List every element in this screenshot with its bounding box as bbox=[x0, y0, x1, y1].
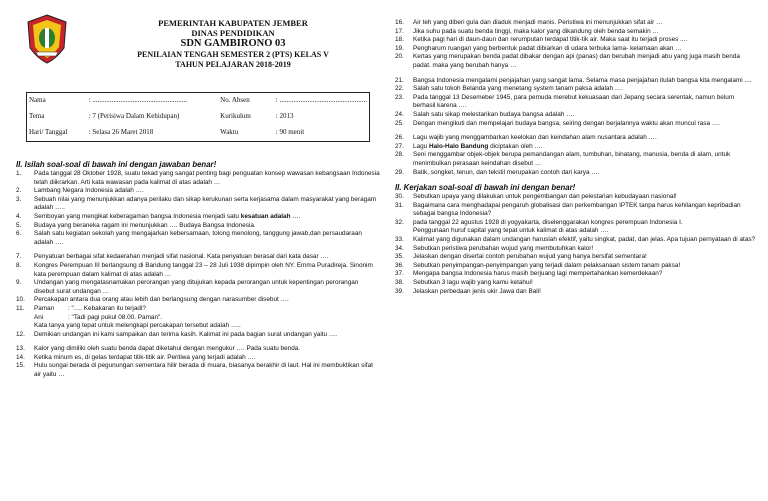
question-17: 17. Jika suhu pada suatu benda tinggi, maka kalor yang dikandung oleh benda semakin … bbox=[395, 27, 659, 35]
dialog-line: Paman : "…. Kebakaran itu terjadi? bbox=[34, 304, 146, 312]
info-row bbox=[27, 109, 370, 125]
question-31: 31. Bagaimana cara menghadapai pengaruh globalisasi dan perkembangan IPTEK tanpa harus kehilangan kepribadian sebagai bangsa Indonesia? bbox=[395, 201, 741, 218]
question-32: 32. pada tanggal 22 agustus 1928 di yogyakarta, diselenggarakan kongres perempuan Indonesia I. Penggunaan huruf capital yang tepat untuk kalimat di atas adalah …. bbox=[395, 218, 683, 235]
question-3: 3. Sebuah nilai yang menunjukkan adanya perilaku dan sikap kerukunan serta kerjasama dalam masyarakat yang beragam adalah ….. bbox=[16, 195, 377, 212]
question-22: 22. Salah satu tokoh Belanda yang menetang system tanam paksa adalah …. bbox=[395, 85, 623, 93]
letterhead-text bbox=[86, 18, 380, 70]
question-15: 15. Hulu sungai berada di pegunungan sementara hilir berada di muara, biasanya berakhir di laut. Hal ini membuktikan sifat air yaitu … bbox=[16, 362, 373, 379]
question-16: 16. Air teh yang diberi gula dan diaduk menjadi manis. Peristiwa ini menunjukkan sifat air … bbox=[395, 19, 663, 26]
question-27: 27. Lagu Halo-Halo Bandung diciptakan oleh …. bbox=[395, 142, 543, 150]
question-30: 30. Sebutkan upaya yang dilakukan untuk pengembangan dan pelestarian kebudayaan nasional! bbox=[395, 193, 677, 201]
school-name: SDN GAMBIRONO 03 bbox=[180, 38, 286, 49]
name-field[interactable]: : ...................................................... bbox=[88, 96, 187, 104]
government-name: PEMERINTAH KABUPATEN JEMBER bbox=[158, 18, 308, 28]
tema-label: Tema bbox=[29, 112, 45, 120]
question-13: 13. Kalor yang dimiliki oleh suatu benda dapat diketahui dengan mengukur …. Pada suatu benda. bbox=[16, 345, 301, 353]
hari-label: Hari/ Tanggal bbox=[29, 128, 68, 136]
waktu-value: : 90 menit bbox=[275, 128, 305, 136]
question-2: 2. Lambang Negara Indonesia adalah …. bbox=[16, 187, 144, 195]
absen-label: No. Absen bbox=[220, 96, 250, 104]
question-36: 36. Sebutkan penyimpangan-penyimpangan yang terjadi dalam pelaksanaan sistem tanam paksa! bbox=[395, 261, 681, 269]
question-33: 33. Kalimat yang digunakan dalam undangan haruslah efektif, yaitu singkat, padat, dan jelas. Apa tujuan pernyataan di atas? bbox=[395, 236, 756, 244]
question-38: 38. Sebutkan 3 lagu wajib yang kamu ketahui! bbox=[395, 279, 533, 287]
right-column bbox=[395, 19, 757, 296]
question-21: 21. Bangsa Indonesia mengalami penjajahan yang sangat lama. Selama masa penjajahan itulah bangsa kita mengalami .... bbox=[395, 76, 752, 84]
student-info-table bbox=[26, 92, 370, 142]
exam-title: PENILAIAN TENGAH SEMESTER 2 (PTS) KELAS V bbox=[137, 50, 329, 59]
question-24: 24. Salah satu sikap melestarikan budaya bangsa adalah …. bbox=[395, 110, 575, 118]
question-35: 35. Jelaskan dengan disertai contoh perubahan wujud yang hanya bersifat sementara! bbox=[395, 253, 647, 261]
question-14: 14. Ketika minum es, di gelas terdapat titik-titik air. Peritiwa yang terjadi adalah …. bbox=[16, 353, 256, 361]
letterhead bbox=[16, 4, 380, 87]
question-4: 4. Semboyan yang mengikat keberagaman bangsa Indonesia menjadi satu kesatuan adalah …. bbox=[16, 212, 301, 220]
question-1: 1. Pada tanggal 28 Oktober 1928, suatu tekad yang sangat penting bagi penguatan konsep wawasan kebangsaan Indonesia telah diikrarkan. Arti kata wawasan pada kalimat di atas adalah … bbox=[16, 170, 380, 186]
question-5: 5. Budaya yang beraneka ragam ini menunjukkan …. Budaya Bangsa Indonesia. bbox=[16, 221, 256, 229]
waktu-label: Waktu bbox=[220, 128, 239, 136]
question-18: 18. Ketika pagi hari di daun-daun dan rerumputan terdapat titik-tik air. Maka saat itu terjadi proses .... bbox=[395, 36, 688, 44]
question-12: 12. Demikian undangan ini kami sampaikan dan terima kasih. Kalimat ini pada bagian surat undangan yaitu …. bbox=[16, 330, 338, 338]
question-11: 11. Paman : "…. Kebakaran itu terjadi? Ani : "Tadi pagi pukul 08.00. Paman". Kata tanya yang tepat untuk melengkapi percakapan tersebut adalah ….. bbox=[16, 305, 380, 331]
question-8: 8. Kongres Perempuan III berlangsung di Bandung tanggal 23 – 28 Juli 1938 dipimpin oleh NY. Emma Puradireja. Sinonim kata perempuan dalam kalimat di atas adalah … bbox=[16, 261, 373, 278]
question-25: 25. Dengan mengikuti dan mempelajari budaya bangsa, seiring dengan berjalannya waktu akan muncul rasa …. bbox=[395, 119, 720, 127]
tema-value: : 7 (Perisiwa Dalam Kehidupan) bbox=[88, 112, 180, 120]
department-name: DINAS PENDIDIKAN bbox=[191, 28, 275, 38]
academic-year: TAHUN PELAJARAN 2018-2019 bbox=[175, 60, 291, 69]
question-26: 26. Lagu wajib yang menggambarkan keelokan dan keindahan alam nusantara adalah …. bbox=[395, 134, 657, 142]
absen-field[interactable]: : .................................................. bbox=[275, 96, 367, 104]
question-39: 39. Jelaskan perbedaan jenis ukir Jawa dan Bali! bbox=[395, 287, 541, 295]
question-7: 7. Penyatuan berbagai sifat kedaerahan menjadi sifat nasional. Kata penyatuan berasal dari kata dasar …. bbox=[16, 253, 329, 261]
dialog-line: Ani : "Tadi pagi pukul 08.00. Paman". bbox=[34, 313, 163, 321]
question-19: 19. Pengharum ruangan yang berbentuk padat dibiarkan di udara terbuka lama- kelamaan akan … bbox=[395, 44, 682, 52]
question-34: 34. Sebutkan peristiwa perubahan wujud yang membutuhkan kalor! bbox=[395, 244, 594, 252]
question-20: 20. Kertas yang merupakan benda padat dibakar dengan api (panas) dan berubah menjadi abu yang juga masih benda padat. maka yang berubah hanya … bbox=[395, 53, 740, 69]
left-column bbox=[16, 4, 380, 379]
kurikulum-value: : 2013 bbox=[275, 112, 294, 120]
section-1-title: II. Isilah soal-soal di bawah ini dengan jawaban benar! bbox=[16, 160, 217, 169]
hari-value: : Selasa 26 Maret 2018 bbox=[88, 128, 154, 136]
info-row bbox=[27, 125, 370, 142]
question-37: 37. Mengapa bangsa Indonesia harus masih berjuang lagi mempertahankan kemerdekaan? bbox=[395, 270, 663, 278]
question-23: 23. Pada tanggal 13 Desemeber 1945, para pemuda merebut kekuasaan dari Jepang secara serentak, namun belum berhasil karena …. bbox=[395, 93, 735, 110]
section-2-title: II. Kerjakan soal-soal di bawah ini dengan benar! bbox=[395, 183, 576, 193]
question-9: 9. Undangan yang mengatasnamakan perorangan yang ditujukan kepada perorangan untuk kepentingan perorangan disebut surat undangan … bbox=[16, 279, 359, 295]
kurikulum-label: Kurikulum bbox=[220, 112, 251, 120]
section-1 bbox=[16, 160, 380, 380]
question-28: 28. Seni menggambar objek-objek berupa pemandangan alam, tumbuhan, binatang, manusia, benda di alam, untuk menimbulkan perasaan keindahan disebut … bbox=[395, 151, 731, 167]
name-label: Nama bbox=[29, 96, 46, 104]
question-6: 6. Salah satu kegiatan sekolah yang mengajarkan kebersamaan, tolong menolong, tanggung jawab,dan persaudaraan adalah …. bbox=[16, 230, 362, 246]
jember-regency-logo bbox=[26, 14, 68, 64]
question-10: 10. Percakapan antara dua orang atau lebih dan berlangsung dengan narasumber disebut …. bbox=[16, 296, 289, 304]
info-row bbox=[27, 93, 370, 110]
question-29: 29. Batik, songket, tenun, dan tekstil merupakan contoh dari karya …. bbox=[395, 168, 600, 176]
